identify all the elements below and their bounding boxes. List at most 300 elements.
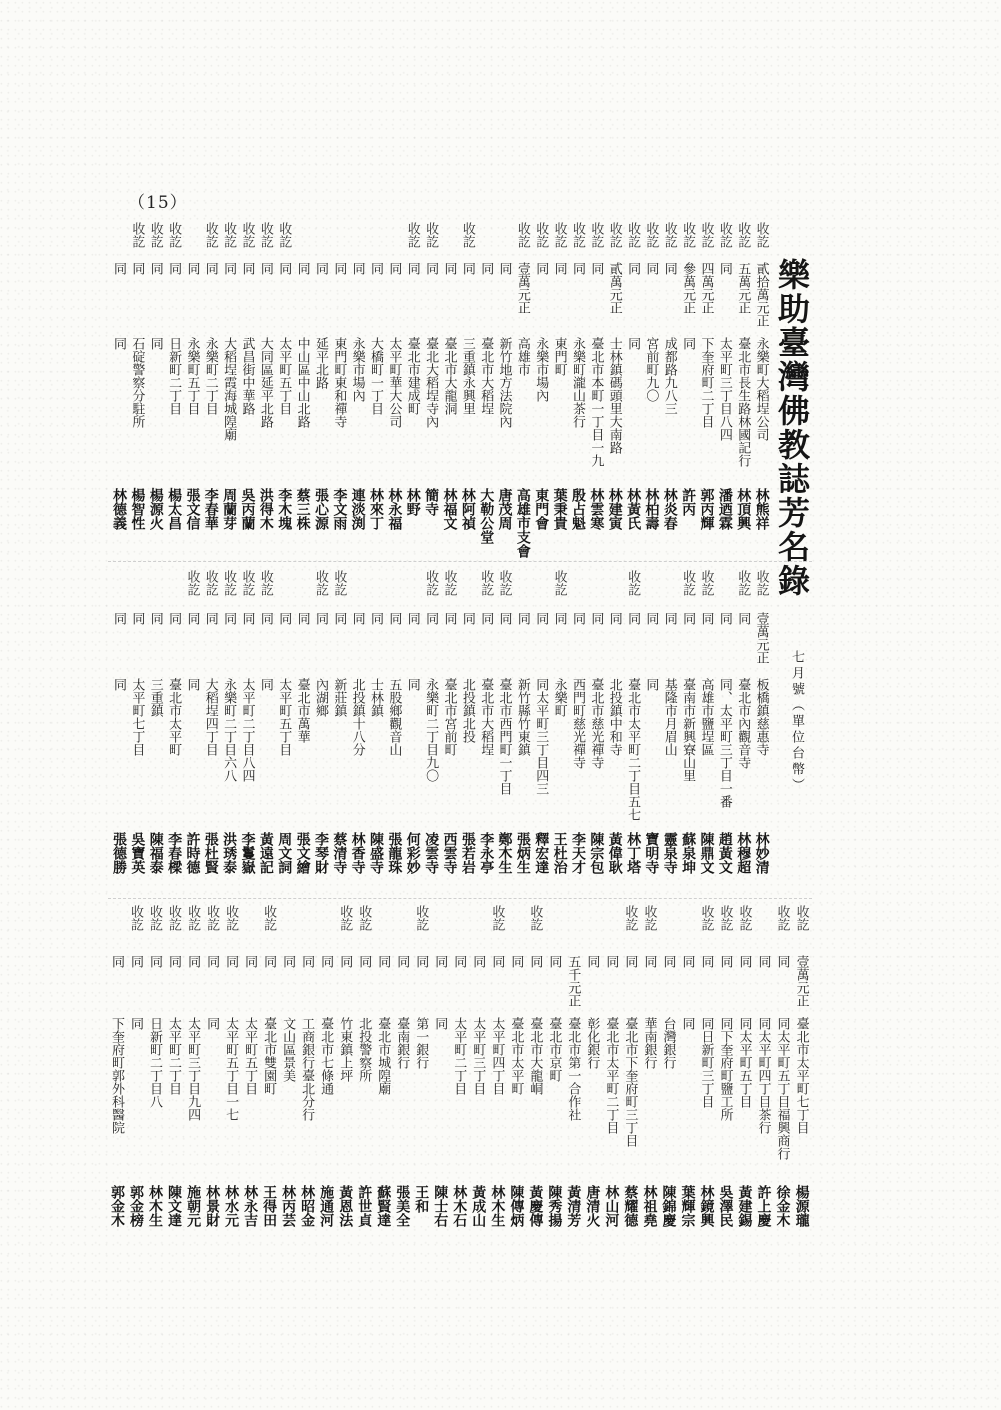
donor-address: 華南銀行 [641,1017,657,1069]
donation-amount: 同 [441,612,457,625]
donor-address: 高雄市 [514,337,530,376]
donor-column [793,905,810,1255]
donor-column [698,222,715,552]
donor-address: 太平町二丁目八四 [239,678,255,782]
donor-column [606,570,623,892]
donor-name: 蔡清寺 [331,832,348,874]
donor-name: 黃恩法 [337,1185,354,1227]
donor-column [545,905,562,1255]
donor-address: 新竹地方法院內 [496,337,512,428]
donation-amount: 同 [423,612,439,625]
donor-address: 永樂町瀧山茶行 [569,337,585,428]
donation-amount: 同 [202,262,218,275]
donation-amount: 同 [698,955,714,968]
donor-address: 士林鎮碼頭里大南路 [606,337,622,454]
donor-address: 永樂町二丁目六八 [221,678,237,782]
donor-address: 臺北市大龍洞 [441,337,457,415]
donor-column [367,570,384,892]
donor-address: 北投鎮中和寺 [606,678,622,756]
donation-amount: 同 [716,262,732,275]
donation-amount: 同 [569,612,585,625]
donor-column [697,905,714,1255]
donor-address: 北投警察所 [356,1017,372,1082]
donor-column [734,222,751,552]
donor-name: 張美全 [394,1185,411,1227]
donor-name: 林穆超 [735,832,752,874]
receipt-status: 收訖 [423,570,439,596]
donor-column [349,570,366,892]
donor-name: 林水元 [223,1185,240,1227]
donor-name: 凌雲寺 [423,832,440,874]
donor-name: 林鏡興 [698,1185,715,1227]
receipt-status: 收訖 [221,570,237,596]
donor-column [294,570,311,892]
donation-amount: 同 [276,262,292,275]
donation-amount: 同 [276,612,292,625]
donor-name: 林黃氏 [625,488,642,530]
donation-amount: 同 [622,955,638,968]
donation-amount: 貳萬元正 [606,262,622,314]
donor-column [374,905,391,1255]
donor-address: 西門町慈光禪寺 [569,678,585,769]
donor-name: 葉輝宗 [679,1185,696,1227]
donor-name: 陳盛寺 [368,832,385,874]
donor-column [661,570,678,892]
donor-column [569,570,586,892]
receipt-status: 收訖 [625,570,641,596]
receipt-status: 收訖 [717,905,733,931]
donor-address: 基隆市月眉山 [661,678,677,756]
donor-column [330,222,347,552]
donation-amount: 同 [386,262,402,275]
donor-address: 太平町五丁目一七 [223,1017,239,1121]
donation-amount: 同 [294,612,310,625]
donation-amount: 同 [546,955,562,968]
receipt-status: 收訖 [736,905,752,931]
donation-amount: 同 [368,612,384,625]
donor-name: 寶明寺 [643,832,660,874]
donor-address: 武昌街中華路 [239,337,255,415]
donor-name: 李文雨 [331,488,348,530]
donor-column [569,222,586,552]
donor-column [355,905,372,1255]
donor-column [279,905,296,1255]
donor-name: 李天才 [569,832,586,874]
donor-column [165,905,182,1255]
donor-name: 林木生 [147,1185,164,1227]
receipt-status: 收訖 [312,570,328,596]
donor-address: 臺北市本町一丁目一九 [588,337,604,467]
donor-name: 張心源 [312,488,329,530]
donor-name: 蔡耀德 [622,1185,639,1227]
donor-address: 日新町二丁目 [166,337,182,415]
donation-amount: 同 [147,612,163,625]
donor-address: 同 [257,678,273,691]
donor-name: 林福文 [441,488,458,530]
donor-column [385,570,402,892]
donor-address: 石碇警察分駐所 [129,337,145,428]
donor-column [312,222,329,552]
donor-name: 黃遠記 [257,832,274,874]
donor-name: 趙黃文 [716,832,733,874]
donor-address: 下奎府町二丁目 [698,337,714,428]
donor-name: 林昭金 [299,1185,316,1227]
donation-amount: 同 [680,612,696,625]
donor-name: 黃成山 [470,1185,487,1227]
donation-amount: 五千元正 [565,955,581,1007]
donor-column [642,222,659,552]
donor-address: 竹東鎮上坪 [337,1017,353,1082]
donor-column [349,222,366,552]
donation-amount: 同 [239,612,255,625]
donor-column [110,570,127,892]
receipt-status: 收訖 [527,905,543,931]
donor-name: 張德勝 [111,832,127,874]
receipt-status: 收訖 [184,570,200,596]
donor-column [147,570,164,892]
donor-name: 林野 [404,488,421,516]
donor-name: 王和 [413,1185,430,1213]
donor-name: 吳寶英 [129,832,146,874]
receipt-status: 收訖 [698,222,714,248]
donor-address: 同 [643,678,659,691]
donor-name: 洪得木 [257,488,274,530]
donation-amount: 同 [184,612,200,625]
donor-column [440,570,457,892]
donor-name: 吳澤民 [717,1185,734,1227]
receipt-status: 收訖 [257,570,273,596]
donor-address: 臺北市七條通 [318,1017,334,1095]
donor-column [222,905,239,1255]
donor-column [165,222,182,552]
donation-amount: 同 [698,612,714,625]
donation-amount: 同 [109,955,124,968]
donation-amount: 同 [111,612,126,625]
donor-column [469,905,486,1255]
donor-name: 靈泉寺 [661,832,678,874]
donor-column [661,222,678,552]
donor-name: 許時德 [184,832,201,874]
donor-column [753,570,770,892]
donor-address: 同下奎府町鹽工所 [717,1017,733,1121]
donor-column [679,570,696,892]
donor-column [514,570,531,892]
donor-column [146,905,163,1255]
donor-column [108,905,125,1255]
donor-name: 張龍珠 [386,832,403,874]
donor-address: 三重鎮永興里 [459,337,475,415]
receipt-status: 收訖 [680,570,696,596]
donation-amount: 同 [331,612,347,625]
donation-amount: 同 [185,955,201,968]
donation-amount: 同 [147,955,163,968]
donor-address: 太平町三丁目九四 [185,1017,201,1121]
donor-address: 宮前町九〇 [643,337,659,402]
donor-address: 台灣銀行 [660,1017,676,1069]
donor-name: 張文信 [184,488,201,530]
donor-column [734,570,751,892]
receipt-status: 收訖 [441,570,457,596]
donation-amount: 同 [166,955,182,968]
donation-amount: 同 [239,262,255,275]
donor-column [477,222,494,552]
donor-name: 唐茂周 [496,488,513,530]
donor-column [774,905,791,1255]
donor-name: 東門會 [533,488,550,530]
donation-amount: 同 [774,955,790,968]
donor-address: 臺北市內觀音寺 [735,678,751,769]
receipt-status: 收訖 [166,222,182,248]
donation-amount: 貳拾萬元正 [753,262,769,327]
donor-column [606,222,623,552]
donor-address: 延平北路 [312,337,328,389]
donor-name: 施通河 [318,1185,335,1227]
receipt-status: 收訖 [680,222,696,248]
donor-address: 太平町華大公司 [386,337,402,428]
donor-address: 臺北市京町 [546,1017,562,1082]
donor-address: 東門町東和禪寺 [331,337,347,428]
donor-column [203,905,220,1255]
donor-name: 周文詞 [276,832,293,874]
receipt-status: 收訖 [239,222,255,248]
donor-column [128,570,145,892]
donor-address: 臺北市太平町二丁目 [603,1017,619,1134]
donor-column [507,905,524,1255]
donor-address: 內湖鄉 [312,678,328,717]
donor-name: 林德義 [111,488,127,530]
receipt-status: 收訖 [331,570,347,596]
donor-column [367,222,384,552]
donation-amount: 同 [660,955,676,968]
donor-name: 林柏壽 [643,488,660,530]
donor-column [239,222,256,552]
donor-name: 楊太昌 [166,488,183,530]
donor-name: 蘇泉坤 [680,832,697,874]
donor-name: 李春華 [202,488,219,530]
donor-column [621,905,638,1255]
donation-amount: 同 [337,955,353,968]
donation-amount: 同 [755,955,771,968]
donor-column [220,222,237,552]
donor-column [202,222,219,552]
donation-amount: 同 [661,262,677,275]
document-title: 樂助臺灣佛教誌芳名錄 [773,258,811,598]
donor-name: 黃清芳 [565,1185,582,1227]
donation-amount: 同 [331,262,347,275]
donor-name: 陳宗包 [588,832,605,874]
donor-column [488,905,505,1255]
receipt-status: 收訖 [753,222,769,248]
donor-column [640,905,657,1255]
donor-address: 同 [204,1017,220,1030]
donor-name: 李琴財 [312,832,329,874]
donor-name: 李鬘嶽 [239,832,256,874]
donation-amount: 同 [459,612,475,625]
receipt-status: 收訖 [514,222,530,248]
donation-amount: 同 [375,955,391,968]
band-3 [108,905,810,1255]
donor-address: 同、太平町三丁目一番 [716,678,732,808]
donor-address: 臺北市宮前町 [441,678,457,756]
donor-name: 李木塊 [276,488,293,530]
donor-column [220,570,237,892]
donor-column [183,222,200,552]
donor-address: 永樂町五丁目 [184,337,200,415]
donor-address: 太平町五丁目 [276,337,292,415]
donor-address: 文山區景美 [280,1017,296,1082]
donation-amount: 同 [294,262,310,275]
receipt-status: 收訖 [698,905,714,931]
donation-amount: 同 [356,955,372,968]
donor-name: 陳福泰 [147,832,164,874]
donor-name: 林永吉 [242,1185,259,1227]
donation-amount: 同 [533,262,549,275]
donor-column [624,222,641,552]
donor-address: 臺北市太平町 [166,678,182,756]
donor-name: 林山河 [603,1185,620,1227]
receipt-status: 收訖 [625,222,641,248]
donor-column [459,222,476,552]
donor-name: 張文繪 [294,832,311,874]
donor-address: 三重鎮 [147,678,163,717]
donor-column [294,222,311,552]
receipt-status: 收訖 [129,222,145,248]
donor-name: 林景財 [204,1185,221,1227]
donation-amount: 同 [496,612,512,625]
donation-amount: 同 [261,955,277,968]
donor-name: 林祖堯 [641,1185,658,1227]
donor-column [312,570,329,892]
donation-amount: 壹萬元正 [514,262,530,314]
donation-amount: 同 [527,955,543,968]
donor-address: 同 [147,337,163,350]
donor-address: 同太平町五丁目福興商行 [774,1017,790,1160]
donor-column [110,222,127,552]
receipt-status: 收訖 [735,222,751,248]
donation-amount: 同 [533,612,549,625]
donor-column [239,570,256,892]
donor-column [165,570,182,892]
donor-name: 王杜治 [551,832,568,874]
donation-amount: 同 [489,955,505,968]
donor-address: 板橋鎮慈惠寺 [753,678,769,756]
receipt-status: 收訖 [337,905,353,931]
donation-amount: 同 [478,262,494,275]
donation-amount: 同 [606,612,622,625]
donor-column [642,570,659,892]
donation-amount: 同 [508,955,524,968]
donation-amount: 同 [257,612,273,625]
donor-column [183,570,200,892]
donor-address: 臺北市太平町二丁目五七 [625,678,641,821]
donor-address: 北投鎮十八分 [349,678,365,756]
receipt-status: 收訖 [735,570,751,596]
donor-name: 大勒公堂 [478,488,495,544]
donor-address: 臺北市雙園町 [261,1017,277,1095]
donation-amount: 同 [312,262,328,275]
donor-name: 張炳生 [514,832,531,874]
donor-column [716,570,733,892]
donor-name: 蘇賢達 [375,1185,392,1227]
receipt-status: 收訖 [147,222,163,248]
receipt-status: 收訖 [459,222,475,248]
donation-amount: 同 [368,262,384,275]
donation-amount: 同 [184,262,200,275]
donation-amount: 同 [111,262,126,275]
donor-address: 臺北市太平町七丁目 [793,1017,809,1134]
donor-column [659,905,676,1255]
donor-address: 同太平町三丁目四三 [533,678,549,795]
donor-address: 大稻埕霞海城隍廟 [221,337,237,441]
donor-name: 黃建錫 [736,1185,753,1227]
donor-address: 太平町五丁目 [276,678,292,756]
donor-address: 新竹縣竹東鎮 [514,678,530,756]
donor-column [679,222,696,552]
donor-name: 連淡渕 [349,488,366,530]
donor-name: 唐清火 [584,1185,601,1227]
donor-address: 同 [128,1017,144,1030]
donor-column [412,905,429,1255]
donor-address: 彰化銀行 [584,1017,600,1069]
donor-column [257,222,274,552]
donor-name: 陳士右 [432,1185,449,1227]
donor-address: 臺北市第一合作社 [565,1017,581,1121]
donor-address: 太平町五丁目 [242,1017,258,1095]
donation-amount: 同 [496,262,512,275]
donor-address: 士林鎮 [368,678,384,717]
receipt-status: 收訖 [774,905,790,931]
donor-name: 林熊祥 [753,488,770,530]
donor-address: 第一銀行 [413,1017,429,1069]
donation-amount: 同 [318,955,334,968]
donor-address: 新莊鎮 [331,678,347,717]
donor-column [450,905,467,1255]
donor-column [404,570,421,892]
donor-name: 林雲寒 [588,488,605,530]
donor-name: 洪琇泰 [221,832,238,874]
donor-column [532,570,549,892]
receipt-status: 收訖 [569,222,585,248]
receipt-status: 收訖 [276,222,292,248]
donor-name: 楊智性 [129,488,146,530]
donor-address: 臺北市城隍廟 [375,1017,391,1095]
donor-column [583,905,600,1255]
donation-amount: 同 [129,612,145,625]
donor-name: 郭金木 [109,1185,125,1227]
receipt-status: 收訖 [423,222,439,248]
donor-name: 林阿禎 [459,488,476,530]
donor-address: 日新町二丁目八 [147,1017,163,1108]
donor-name: 郭丙輝 [698,488,715,530]
donation-amount: 同 [280,955,296,968]
donation-amount: 同 [257,262,273,275]
donation-amount: 同 [221,262,237,275]
donation-amount: 同 [432,955,448,968]
donor-name: 林妙清 [753,832,770,874]
receipt-status: 收訖 [478,570,494,596]
donor-name: 王得田 [261,1185,278,1227]
receipt-status: 收訖 [413,905,429,931]
donor-column [532,222,549,552]
donor-address: 永樂町大稻埕公司 [753,337,769,441]
receipt-status: 收訖 [698,570,714,596]
document-subtitle: 七月號（單位台幣） [789,650,804,794]
donor-column [241,905,258,1255]
donor-column [753,222,770,552]
donor-column [551,570,568,892]
donor-address: 永樂町二丁目九〇 [423,678,439,782]
receipt-status: 收訖 [257,222,273,248]
